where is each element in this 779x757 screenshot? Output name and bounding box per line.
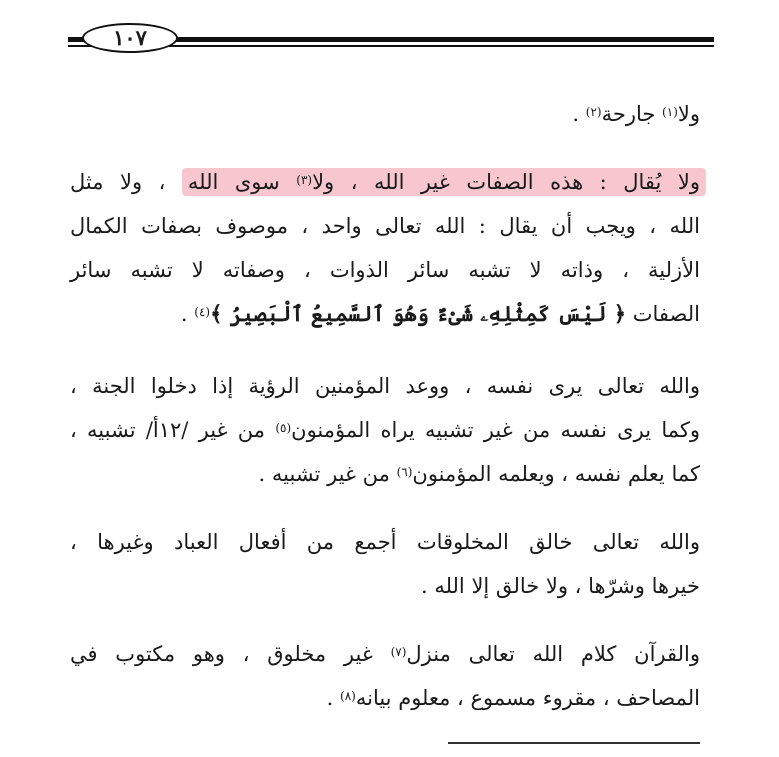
paragraph-4 xyxy=(70,520,700,608)
text-line xyxy=(70,564,700,608)
text-segment: غير مخلوق ، وهو مكتوب في xyxy=(70,642,391,666)
text-line xyxy=(70,292,700,336)
footnote-marker: (٥) xyxy=(275,421,292,435)
text-segment: وكما يرى نفسه من غير تشبيه يراه المؤمنون xyxy=(291,418,700,442)
text-segment: . xyxy=(180,302,195,326)
text-segment: الأزلية ، وذاته لا تشبه سائر الذوات ، وصفاته لا تشبه سائر xyxy=(70,258,700,282)
text-line xyxy=(70,632,700,676)
text-segment: سوى الله xyxy=(187,170,297,194)
quran-verse: ﴿ لَيْسَ كَمِثْلِهِۦ شَىْءٌ وَهُوَ ٱلسَّمِيعُ ٱلْبَصِيرُ ﴾ xyxy=(210,301,627,326)
text-line xyxy=(70,204,700,248)
footnote-marker: (٤) xyxy=(194,305,211,319)
footnote-marker: (٢) xyxy=(585,105,602,119)
text-line xyxy=(70,248,700,292)
text-line xyxy=(70,408,700,452)
text-segment: خيرها وشرّها ، ولا خالق إلا الله . xyxy=(420,574,700,598)
footnote-marker: (٧) xyxy=(390,645,407,659)
text-segment: كما يعلم نفسه ، ويعلمه المؤمنون xyxy=(412,462,700,486)
text-segment: والله تعالى خالق المخلوقات أجمع من أفعال العباد وغيرها ، xyxy=(70,530,700,554)
text-segment: . xyxy=(572,102,586,126)
text-line xyxy=(70,92,700,136)
paragraph-5 xyxy=(70,632,700,720)
text-segment: . xyxy=(326,686,341,710)
text-line xyxy=(70,160,700,204)
footnote-marker: (٦) xyxy=(396,465,413,479)
text-segment: جارحة xyxy=(601,102,663,126)
text-line xyxy=(70,676,700,720)
text-segment: المصاحف ، مقروء مسموع ، معلوم بيانه xyxy=(355,686,700,710)
highlighted-phrase xyxy=(182,168,706,196)
text-segment: من غير /١٢أ/ تشبيه ، xyxy=(70,418,276,442)
footnote-separator xyxy=(448,742,700,744)
text-line xyxy=(70,364,700,408)
text-line xyxy=(70,520,700,564)
page-number: ١٠٧ xyxy=(82,23,178,53)
footnote-marker: (١) xyxy=(662,105,678,119)
text-segment: ولا يُقال : هذه الصفات غير الله ، ولا xyxy=(312,170,700,194)
footnote-marker: (٨) xyxy=(340,689,356,703)
text-segment: الله ، ويجب أن يقال : الله تعالى واحد ، موصوف بصفات الكمال xyxy=(70,214,700,238)
text-segment: ولا xyxy=(677,102,700,126)
paragraph-2 xyxy=(70,160,700,336)
paragraph-3 xyxy=(70,364,700,496)
text-segment: والقرآن كلام الله تعالى منزل xyxy=(406,642,700,666)
footnote-marker: (٣) xyxy=(296,173,313,187)
text-line xyxy=(70,452,700,496)
text-segment: والله تعالى يرى نفسه ، ووعد المؤمنين الرؤية إذا دخلوا الجنة ، xyxy=(70,374,700,398)
text-segment: ، ولا مثل xyxy=(70,170,182,194)
text-segment: الصفات xyxy=(626,302,700,326)
text-segment: من غير تشبيه . xyxy=(258,462,397,486)
page-header xyxy=(68,20,714,54)
paragraph-1 xyxy=(70,92,700,136)
